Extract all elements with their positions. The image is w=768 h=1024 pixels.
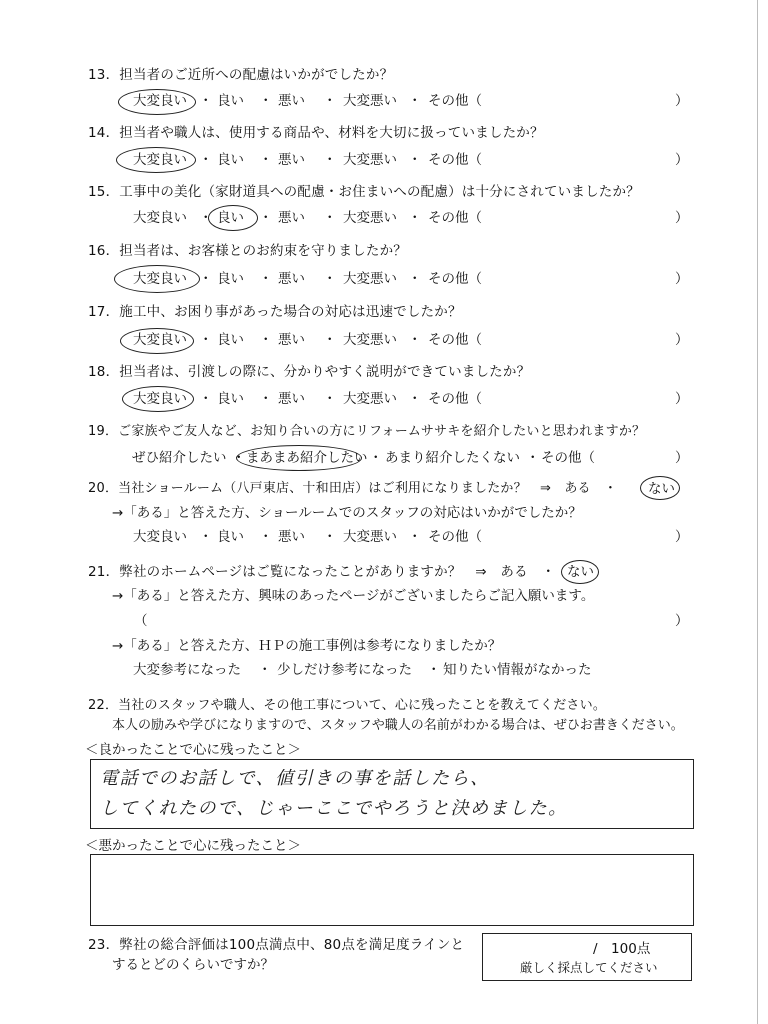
option-very-bad[interactable]: 大変悪い <box>343 332 397 348</box>
paren-close: ） <box>675 391 689 407</box>
option-separator: ・ <box>259 529 273 545</box>
option-very-helpful[interactable]: 大変参考になった <box>133 662 241 678</box>
question-22-text: 22．当社のスタッフや職人、その他工事について、心に残ったことを教えてください。 <box>88 698 607 713</box>
option-other[interactable]: その他（ <box>428 271 482 287</box>
option-separator: ・ <box>199 391 213 407</box>
option-other[interactable]: その他（ <box>428 332 482 348</box>
option-very-bad[interactable]: 大変悪い <box>343 529 397 545</box>
option-separator: ・ <box>258 662 272 678</box>
option-separator: ・ <box>199 210 213 226</box>
option-separator: ・ <box>199 271 213 287</box>
followup-text: →「ある」と答えた方、ショールームでのスタッフの対応はいかがでしたか？ <box>112 505 582 521</box>
paren-close: ） <box>675 152 689 168</box>
paren-close: ） <box>675 332 689 348</box>
option-separator: ・ <box>408 210 422 226</box>
bad-comment-box[interactable] <box>90 854 694 926</box>
paren-close: ） <box>675 271 689 287</box>
good-comment-line-1: 電話でのお話しで、値引きの事を話したら、 <box>100 768 490 789</box>
option-separator: ・ <box>408 152 422 168</box>
option-separator: ・ <box>369 450 383 466</box>
option-no-info[interactable]: 知りたい情報がなかった <box>443 662 592 678</box>
option-separator: ・ <box>259 93 273 109</box>
option-separator: ・ <box>232 450 246 466</box>
option-separator: ・ <box>323 210 337 226</box>
paren-close: ） <box>675 529 689 545</box>
option-very-good[interactable]: 大変良い <box>133 271 187 287</box>
option-very-bad[interactable]: 大変悪い <box>343 210 397 226</box>
option-good[interactable]: 良い <box>217 210 244 226</box>
option-not-really[interactable]: あまり紹介したくない <box>385 450 520 466</box>
question-17-text: 17．施工中、お困り事があった場合の対応は迅速でしたか？ <box>88 304 462 320</box>
option-separator: ・ <box>323 391 337 407</box>
option-good[interactable]: 良い <box>217 271 244 287</box>
option-very-bad[interactable]: 大変悪い <box>343 391 397 407</box>
score-suffix: / 100点 <box>593 941 651 957</box>
paren-open: （ <box>134 613 148 629</box>
option-bad[interactable]: 悪い <box>278 391 305 407</box>
option-separator: ・ <box>199 152 213 168</box>
option-very-good[interactable]: 大変良い <box>133 152 187 168</box>
paren-close: ） <box>675 210 689 226</box>
option-very-bad[interactable]: 大変悪い <box>343 271 397 287</box>
option-bad[interactable]: 悪い <box>278 210 305 226</box>
option-other[interactable]: その他（ <box>428 529 482 545</box>
option-separator: ・ <box>199 332 213 348</box>
option-definitely-introduce[interactable]: ぜひ紹介したい <box>132 450 227 466</box>
option-separator: ・ <box>259 332 273 348</box>
good-comment-line-2: してくれたので、じゃーここでやろうと決めました。 <box>100 798 568 819</box>
option-separator: ・ <box>427 662 441 678</box>
answer-no[interactable]: ない <box>648 481 675 497</box>
option-good[interactable]: 良い <box>217 332 244 348</box>
option-other[interactable]: その他（ <box>428 93 482 109</box>
paren-close: ） <box>675 613 689 629</box>
scan-edge-line <box>757 0 758 1024</box>
question-14-text: 14．担当者や職人は、使用する商品や、材料を大切に扱っていましたか？ <box>88 125 544 141</box>
option-other[interactable]: その他（ <box>428 210 482 226</box>
option-separator: ・ <box>408 529 422 545</box>
question-23-text: 23．弊社の総合評価は100点満点中、80点を満足度ラインと <box>88 937 465 953</box>
answer-no[interactable]: ない <box>567 564 594 580</box>
option-somewhat-introduce[interactable]: まあまあ紹介したい <box>246 450 368 466</box>
option-very-bad[interactable]: 大変悪い <box>343 93 397 109</box>
option-bad[interactable]: 悪い <box>278 152 305 168</box>
option-separator: ・ <box>408 93 422 109</box>
question-19-text: 19．ご家族やご友人など、お知り合いの方にリフォームササキを紹介したいと思われますか？ <box>88 424 646 439</box>
option-separator: ・ <box>323 529 337 545</box>
option-very-good[interactable]: 大変良い <box>133 93 187 109</box>
option-separator: ・ <box>323 152 337 168</box>
question-15-text: 15．工事中の美化（家財道具への配慮・お住まいへの配慮）は十分にされていましたか？ <box>88 184 640 200</box>
option-bad[interactable]: 悪い <box>278 529 305 545</box>
option-separator: ・ <box>259 391 273 407</box>
question-22-subtext: 本人の励みや学びになりますので、スタッフや職人の名前がわかる場合は、ぜひお書きください。 <box>112 718 684 733</box>
question-18-text: 18．担当者は、引渡しの際に、分かりやすく説明ができていましたか？ <box>88 364 531 380</box>
option-good[interactable]: 良い <box>217 391 244 407</box>
option-separator: ・ <box>323 332 337 348</box>
bad-comment-label: ＜悪かったことで心に残ったこと＞ <box>85 838 301 854</box>
question-23-subtext: するとどのくらいですか？ <box>112 957 274 973</box>
score-note: 厳しく採点してください <box>520 960 658 975</box>
option-separator: ・ <box>408 271 422 287</box>
question-20-text: 20．当社ショールーム（八戸東店、十和田店）はご利用になりましたか？ ⇒ ある ・ <box>88 481 618 496</box>
option-separator: ・ <box>323 271 337 287</box>
option-separator: ・ <box>408 332 422 348</box>
option-very-good[interactable]: 大変良い <box>133 210 187 226</box>
option-very-good[interactable]: 大変良い <box>133 529 187 545</box>
option-other[interactable]: その他（ <box>428 391 482 407</box>
option-bad[interactable]: 悪い <box>278 93 305 109</box>
option-separator: ・ <box>259 210 273 226</box>
option-separator: ・ <box>199 529 213 545</box>
followup-text-2: →「ある」と答えた方、ＨＰの施工事例は参考になりましたか？ <box>112 638 502 654</box>
option-separator: ・ <box>199 93 213 109</box>
option-bad[interactable]: 悪い <box>278 332 305 348</box>
option-bad[interactable]: 悪い <box>278 271 305 287</box>
option-good[interactable]: 良い <box>217 152 244 168</box>
paren-close: ） <box>675 93 689 109</box>
option-good[interactable]: 良い <box>217 529 244 545</box>
option-very-good[interactable]: 大変良い <box>133 332 187 348</box>
option-very-good[interactable]: 大変良い <box>133 391 187 407</box>
option-other[interactable]: その他（ <box>428 152 482 168</box>
question-16-text: 16．担当者は、お客様とのお約束を守りましたか？ <box>88 243 407 259</box>
option-other[interactable]: その他（ <box>541 450 595 466</box>
followup-text-1: →「ある」と答えた方、興味のあったページがございましたらご記入願います。 <box>112 588 595 604</box>
option-separator: ・ <box>408 391 422 407</box>
question-21-text: 21．弊社のホームページはご覧になったことがありますか？ ⇒ ある ・ <box>88 564 556 580</box>
option-separator: ・ <box>526 450 540 466</box>
good-comment-label: ＜良かったことで心に残ったこと＞ <box>85 742 301 758</box>
question-13-text: 13．担当者のご近所への配慮はいかがでしたか？ <box>88 67 394 83</box>
option-separator: ・ <box>259 152 273 168</box>
option-good[interactable]: 良い <box>217 93 244 109</box>
option-slightly-helpful[interactable]: 少しだけ参考になった <box>277 662 412 678</box>
paren-close: ） <box>675 450 689 466</box>
option-separator: ・ <box>323 93 337 109</box>
option-very-bad[interactable]: 大変悪い <box>343 152 397 168</box>
option-separator: ・ <box>259 271 273 287</box>
